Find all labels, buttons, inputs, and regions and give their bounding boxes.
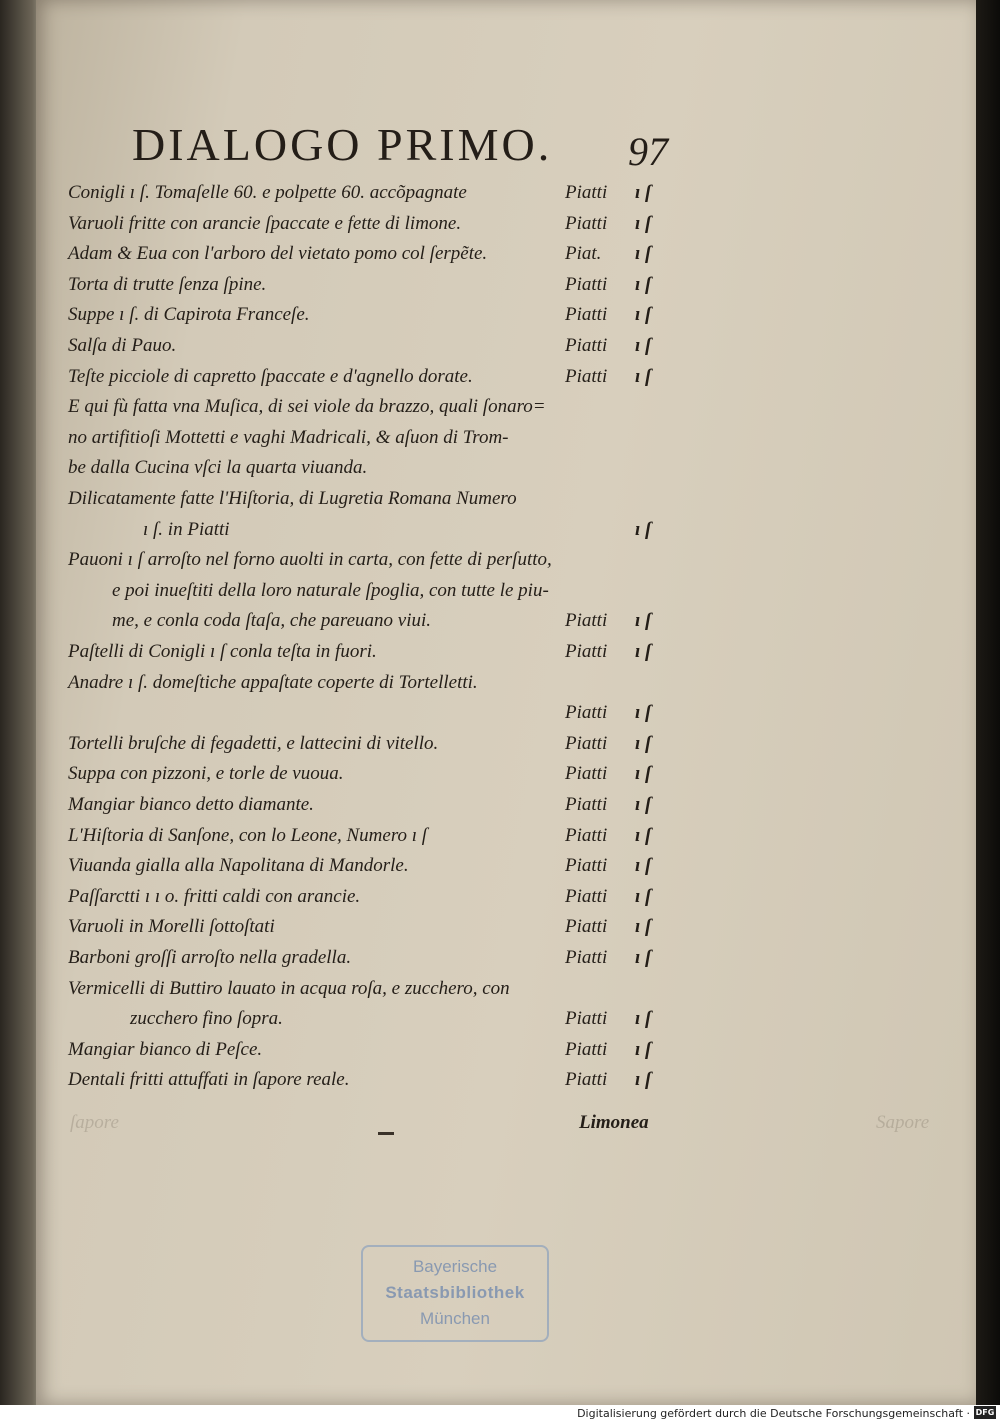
count-value: ı ſ bbox=[635, 182, 652, 203]
piatti-label: Piat. bbox=[565, 243, 602, 264]
count-value: ı ſ bbox=[635, 304, 652, 325]
text-line bbox=[68, 396, 668, 424]
piatti-label: Piatti bbox=[565, 274, 608, 295]
line-text: Torta di trutte ſenza ſpine. bbox=[68, 274, 267, 295]
line-text: Paſtelli di Conigli ı ſ conla teſta in fuori. bbox=[68, 641, 377, 662]
line-text: Conigli ı ſ. Tomaſelle 60. e polpette 60. accõpagnate bbox=[68, 182, 467, 203]
book-binding-edge bbox=[0, 0, 40, 1405]
text-line bbox=[68, 1039, 668, 1067]
signature-mark bbox=[378, 1132, 394, 1135]
count-value: ı ſ bbox=[635, 733, 652, 754]
count-value: ı ſ bbox=[635, 243, 652, 264]
line-text: ı ſ. in Piatti bbox=[143, 519, 230, 540]
text-line bbox=[68, 672, 668, 700]
piatti-label: Piatti bbox=[565, 213, 608, 234]
count-value: ı ſ bbox=[635, 763, 652, 784]
line-text: be dalla Cucina vſci la quarta viuanda. bbox=[68, 457, 368, 478]
stamp-line-2: Staatsbibliothek bbox=[385, 1283, 525, 1302]
line-text: Tortelli bruſche di fegadetti, e lattecini di vitello. bbox=[68, 733, 439, 754]
count-value: ı ſ bbox=[635, 1039, 652, 1060]
piatti-label: Piatti bbox=[565, 855, 608, 876]
page-header bbox=[132, 118, 677, 188]
text-line bbox=[68, 825, 668, 853]
line-text: e poi inueſtiti della loro naturale ſpoglia, con tutte le piu- bbox=[112, 580, 549, 601]
line-text: Suppa con pizzoni, e torle de vuoua. bbox=[68, 763, 344, 784]
piatti-label: Piatti bbox=[565, 702, 608, 723]
count-value: ı ſ bbox=[635, 947, 652, 968]
text-line bbox=[68, 641, 668, 669]
piatti-label: Piatti bbox=[565, 916, 608, 937]
text-line bbox=[68, 855, 668, 883]
text-line bbox=[68, 304, 668, 332]
line-text: Anadre ı ſ. domeſtiche appaſtate coperte di Tortelletti. bbox=[68, 672, 478, 693]
text-line bbox=[68, 274, 668, 302]
count-value: ı ſ bbox=[635, 641, 652, 662]
text-line bbox=[68, 366, 668, 394]
text-line bbox=[68, 763, 668, 791]
stamp-line-3: München bbox=[420, 1309, 490, 1328]
piatti-label: Piatti bbox=[565, 1069, 608, 1090]
text-line bbox=[68, 580, 668, 608]
text-line bbox=[68, 702, 668, 730]
count-value: ı ſ bbox=[635, 274, 652, 295]
count-value: ı ſ bbox=[635, 794, 652, 815]
piatti-label: Piatti bbox=[565, 335, 608, 356]
line-text: Salſa di Pauo. bbox=[68, 335, 177, 356]
piatti-label: Piatti bbox=[565, 733, 608, 754]
line-text: Viuanda gialla alla Napolitana di Mandorle. bbox=[68, 855, 409, 876]
count-value: ı ſ bbox=[635, 886, 652, 907]
line-text: Varuoli in Morelli ſottoſtati bbox=[68, 916, 275, 937]
text-line bbox=[68, 916, 668, 944]
line-text: Mangiar bianco di Peſce. bbox=[68, 1039, 263, 1060]
line-text: E qui fù fatta vna Muſica, di sei viole da brazzo, quali ſonaro= bbox=[68, 396, 546, 417]
page-number: 97 bbox=[628, 129, 668, 174]
line-text: Varuoli fritte con arancie ſpaccate e fette di limone. bbox=[68, 213, 462, 234]
text-line bbox=[68, 1069, 668, 1097]
text-line bbox=[68, 213, 668, 241]
text-line bbox=[68, 243, 668, 271]
piatti-label: Piatti bbox=[565, 610, 608, 631]
piatti-label: Piatti bbox=[565, 1008, 608, 1029]
text-line bbox=[68, 519, 668, 547]
text-line bbox=[68, 733, 668, 761]
line-text: me, e conla coda ſtaſa, che pareuano viui. bbox=[112, 610, 432, 631]
line-text: Suppe ı ſ. di Capirota Franceſe. bbox=[68, 304, 310, 325]
running-title: DIALOGO PRIMO. bbox=[132, 119, 553, 170]
piatti-label: Piatti bbox=[565, 947, 608, 968]
piatti-label: Piatti bbox=[565, 182, 608, 203]
line-text: Dentali fritti attuffati in ſapore reale. bbox=[68, 1069, 350, 1090]
piatti-label: Piatti bbox=[565, 886, 608, 907]
line-text: Pauoni ı ſ arroſto nel forno auolti in carta, con fette di perſutto, bbox=[68, 549, 552, 570]
count-value: ı ſ bbox=[635, 916, 652, 937]
line-text: Teſte picciole di capretto ſpaccate e d'agnello dorate. bbox=[68, 366, 473, 387]
text-line bbox=[68, 886, 668, 914]
text-line bbox=[68, 947, 668, 975]
scan-dark-edge bbox=[976, 0, 1000, 1405]
line-text: no artifitioſi Mottetti e vaghi Madricali, & aſuon di Trom- bbox=[68, 427, 509, 448]
piatti-label: Piatti bbox=[565, 1039, 608, 1060]
piatti-label: Piatti bbox=[565, 794, 608, 815]
bleed-through-text: ſapore bbox=[70, 1112, 119, 1133]
count-value: ı ſ bbox=[635, 1069, 652, 1090]
count-value: ı ſ bbox=[635, 855, 652, 876]
line-text: zucchero fino ſopra. bbox=[130, 1008, 283, 1029]
library-stamp bbox=[361, 1245, 549, 1342]
count-value: ı ſ bbox=[635, 213, 652, 234]
text-line bbox=[68, 335, 668, 363]
piatti-label: Piatti bbox=[565, 825, 608, 846]
piatti-label: Piatti bbox=[565, 763, 608, 784]
count-value: ı ſ bbox=[635, 335, 652, 356]
count-value: ı ſ bbox=[635, 519, 652, 540]
text-line bbox=[68, 610, 668, 638]
piatti-label: Piatti bbox=[565, 641, 608, 662]
line-text: Mangiar bianco detto diamante. bbox=[68, 794, 314, 815]
text-line bbox=[68, 549, 668, 577]
piatti-label: Piatti bbox=[565, 304, 608, 325]
text-line bbox=[68, 794, 668, 822]
count-value: ı ſ bbox=[635, 610, 652, 631]
line-text: Barboni groſſi arroſto nella gradella. bbox=[68, 947, 352, 968]
count-value: ı ſ bbox=[635, 1008, 652, 1029]
line-text: L'Hiſtoria di Sanſone, con lo Leone, Numero ı ſ bbox=[68, 825, 428, 846]
bleed-through-text: Sapore bbox=[876, 1112, 930, 1133]
text-line bbox=[68, 488, 668, 516]
count-value: ı ſ bbox=[635, 366, 652, 387]
line-text: Dilicatamente fatte l'Hiſtoria, di Lugretia Romana Numero bbox=[68, 488, 517, 509]
text-line bbox=[68, 1008, 668, 1036]
text-line bbox=[68, 427, 668, 455]
text-line bbox=[68, 182, 668, 210]
stamp-line-1: Bayerische bbox=[412, 1257, 498, 1276]
text-line bbox=[68, 978, 668, 1006]
count-value: ı ſ bbox=[635, 702, 652, 723]
dfg-logo-icon: DFG bbox=[975, 1408, 995, 1417]
text-line bbox=[68, 457, 668, 485]
piatti-label: Piatti bbox=[565, 366, 608, 387]
line-text: Vermicelli di Buttiro lauato in acqua roſa, e zucchero, con bbox=[68, 978, 510, 999]
footer-credit: Digitalisierung gefördert durch die Deutsche Forschungsgemeinschaft · bbox=[577, 1407, 970, 1420]
catchword: Limonea bbox=[579, 1112, 649, 1133]
line-text: Adam & Eua con l'arboro del vietato pomo col ſerpẽte. bbox=[68, 243, 488, 264]
count-value: ı ſ bbox=[635, 825, 652, 846]
line-text: Paſſarctti ı ı o. fritti caldi con arancie. bbox=[68, 886, 361, 907]
